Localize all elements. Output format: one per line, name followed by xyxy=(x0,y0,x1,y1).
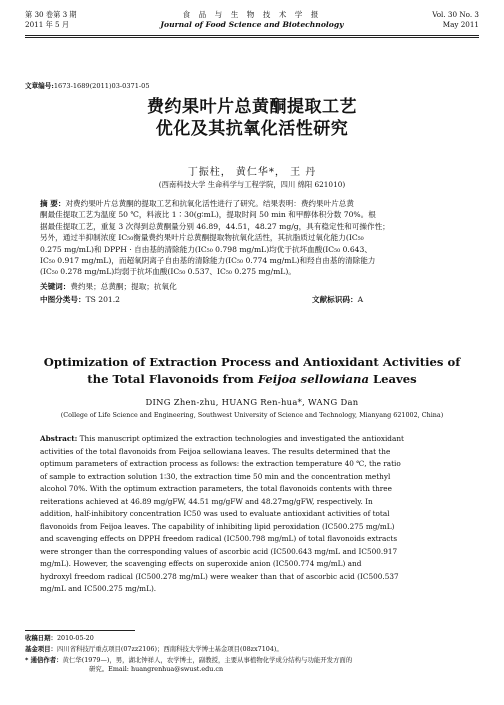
chinese-abstract-line: 另外，通过半抑制浓度 IC₅₀衡量费约果叶片总黄酮提取物抗氧化活性，其抗脂质过氧化能力(IC₅₀ xyxy=(40,233,364,243)
fund-project xyxy=(25,645,479,654)
english-title xyxy=(0,354,504,388)
english-abstract-line: reiterations achieved at 46.89 mg/gFW, 44.51 mg/gFW and 48.27mg/gFW, respectively. In xyxy=(40,496,373,506)
footnote-rule xyxy=(25,630,135,631)
chinese-keywords xyxy=(40,281,177,292)
chinese-title xyxy=(0,96,504,140)
doc-code-label: 文献标识码： xyxy=(312,295,358,304)
journal-name xyxy=(25,10,479,30)
english-abstract-line: optimum parameters of extraction process as follows: the extraction temperature 40 ℃, the ratio xyxy=(40,459,401,468)
chinese-affiliation: (西南科技大学 生命科学与工程学院，四川 绵阳 621010) xyxy=(158,180,346,189)
article-number xyxy=(25,80,150,90)
received-value: 2010-05-20 xyxy=(56,634,94,642)
english-abstract-line: flavonoids from Feijoa leaves. The capability of inhibiting lipid peroxidation (IC500.275 mg/mL) xyxy=(40,521,395,531)
chinese-authors: 丁振柱， 黄仁华*， 王 丹 xyxy=(187,167,317,178)
english-abstract xyxy=(40,433,464,596)
volume-info-en xyxy=(432,10,479,30)
english-abstract-line: activities of the total flavonoids from Feijoa sellowiana leaves. The results determined that the xyxy=(40,446,391,456)
journal-name-en: Journal of Food Science and Biotechnology xyxy=(160,20,344,29)
publication-date: 2011 年 5 月 xyxy=(25,20,70,29)
article-number-label: 文章编号: xyxy=(25,82,54,90)
author-label: * 通信作者： xyxy=(25,656,63,664)
chinese-abstract-line: (IC₅₀ 0.278 mg/mL)均弱于抗坏血酸(IC₅₀ 0.537、IC₅₀ 0.275 mg/mL)。 xyxy=(40,267,296,277)
english-abstract-line: mg/mL). However, the scavenging effects on superoxide anion (IC500.774 mg/mL) and xyxy=(40,559,362,568)
date-en: May 2011 xyxy=(442,20,479,29)
english-affiliation: (College of Life Science and Engineering, Southwest University of Science and Technology, Mianyang 621002, China) xyxy=(60,411,444,419)
classification-row xyxy=(40,294,120,305)
volume-number-en: Vol. 30 No. 3 xyxy=(432,10,479,19)
received-date xyxy=(25,634,479,643)
species-name: Feijoa sellowiana xyxy=(257,372,369,386)
received-label: 收稿日期： xyxy=(25,634,57,642)
article-number-value: 1673-1689(2011)03-0371-05 xyxy=(53,82,150,90)
keywords-value: 费约果；总黄酮；提取；抗氧化 xyxy=(70,282,177,291)
english-abstract-line: of sample to extraction solution 1∶30, the extraction time 50 min and the concentration methyl xyxy=(40,471,391,481)
volume-issue: 第 30 卷第 3 期 xyxy=(25,10,77,19)
english-abstract-line: hydroxyl freedom radical (IC500.278 mg/mL) were weaker than that of ascorbic acid (IC500.537 xyxy=(40,571,399,581)
english-title-line-1: Optimization of Extraction Process and Antioxidant Activities of xyxy=(43,355,461,369)
journal-name-cn: 食 品 与 生 物 技 术 学 报 xyxy=(182,10,322,19)
english-abstract-line: were stronger than the corresponding values of ascorbic acid (IC500.643 mg/mL and IC500.917 xyxy=(40,546,398,556)
english-abstract-line: alcohol 70%. With the optimum extraction parameters, the total flavonoids contents with three xyxy=(40,484,392,493)
clc-label: 中图分类号： xyxy=(40,295,86,304)
english-abstract-line: addition, half-inhibitory concentration IC50 was used to evaluate antioxidant activities of total xyxy=(40,509,390,518)
chinese-title-line-2: 优化及其抗氧化活性研究 xyxy=(155,119,349,139)
english-authors: DING Zhen-zhu, HUANG Ren-hua*, WANG Dan xyxy=(145,397,359,407)
chinese-abstract-line: 据最佳提取工艺，重复 3 次得到总黄酮量分别 46.89，44.51，48.27 mg/g，具有稳定性和可操作性； xyxy=(40,221,390,231)
english-abstract-label: Abstract: xyxy=(40,434,78,443)
chinese-abstract-line: IC₅₀ 0.917 mg/mL)，而超氧阴离子自由基的清除能力(IC₅₀ 0.774 mg/mL)和羟自由基的清除能力 xyxy=(40,256,376,266)
author-value: 黄仁华(1979—)，男，湖北钟祥人，农学博士，副教授，主要从事植物化学成分结构与功能开发方面的 xyxy=(62,656,353,664)
clc-value: TS 201.2 xyxy=(85,295,120,304)
chinese-abstract-line: 酮最佳提取工艺为温度 50 ℃，料液比 1∶30(g∶mL)，提取时间 50 min 和甲醇体积分数 70%。根 xyxy=(40,210,376,220)
corresponding-author xyxy=(25,656,479,674)
document-code xyxy=(312,294,363,305)
english-title-line-2: the Total Flavonoids from Feijoa sellowiana Leaves xyxy=(87,372,417,386)
english-abstract-line: Abstract: This manuscript optimized the extraction technologies and investigated the antioxidant xyxy=(40,434,404,443)
keywords-label: 关键词： xyxy=(40,282,71,291)
fund-label: 基金项目： xyxy=(25,645,57,653)
chinese-abstract xyxy=(40,198,464,278)
chinese-abstract-line: 0.275 mg/mL)和 DPPH · 自由基的清除能力(IC₅₀ 0.798 mg/mL)均优于抗坏血酸(IC₅₀ 0.643、 xyxy=(40,244,372,254)
fund-value: 四川省科技厅重点项目(07zz2106)；西南科技大学博士基金项目(08zx7104)。 xyxy=(56,645,283,653)
english-abstract-line: mg/mL and IC500.275 mg/mL). xyxy=(40,584,157,593)
header-rule xyxy=(25,35,479,36)
english-abstract-line: and scavenging effects on DPPH freedom radical (IC500.798 mg/mL) of total flavonoids extracts xyxy=(40,534,398,543)
chinese-abstract-line: 摘 要：对费约果叶片总黄酮的提取工艺和抗氧化活性进行了研究。结果表明：费约果叶片总黄 xyxy=(40,199,354,208)
chinese-title-line-1: 费约果叶片总黄酮提取工艺 xyxy=(147,97,357,117)
header-rule-thin xyxy=(25,37,479,38)
chinese-abstract-label: 摘 要： xyxy=(40,199,66,208)
doc-code-value: A xyxy=(357,295,364,304)
author-email: 研究。Email: huangrenhua@swust.edu.cn xyxy=(89,665,224,673)
